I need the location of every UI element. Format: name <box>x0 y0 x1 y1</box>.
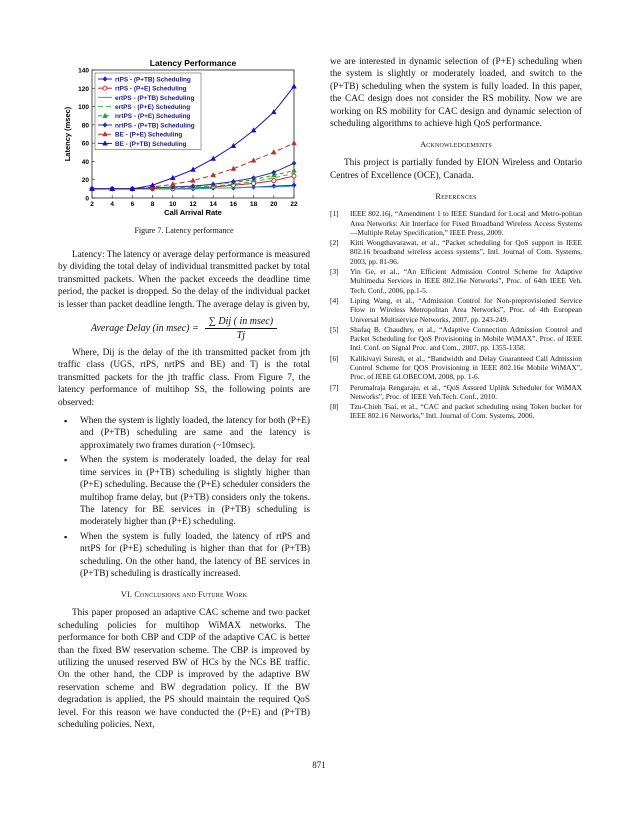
reference-number: [6] <box>330 353 339 363</box>
observation-item: ▪ When the system is moderately loaded, the delay for real time services in (P+TB) scheduling is slightly higher than (P+E) scheduling. Because the (P+E) scheduler considers the multihop frame delay, but (P+TB) considers only the tokens. The latency for BE services in (P+TB) scheduling is moderately higher than (P+E) scheduling. <box>58 454 310 528</box>
reference-text: Kalikivayi Suresh, et al., “Bandwidth and Delay Guaranteed Call Admission Control Scheme for QOS Provisioning in IEEE 802.16e Mobile WiMAX”, Proc. of IEEE GLOBECOM, 2008, pp. 1-6. <box>350 353 582 382</box>
formula-lhs: Average Delay (in msec) = <box>90 323 199 335</box>
reference-text: Yin Ge, et al., “An Efficient Admission Control Scheme for Adaptive Multimedia Services in IEEE 802.16e Networks”, Proc. of 64th IEEE Veh. Tech. Conf., 2006, pp.1-5. <box>350 267 582 295</box>
x-tick-label: 2 <box>90 201 94 208</box>
reference-item <box>330 267 582 295</box>
x-tick-label: 20 <box>270 201 278 208</box>
y-tick-label: 80 <box>81 122 89 130</box>
y-tick-label: 0 <box>85 195 89 203</box>
x-tick-label: 4 <box>110 201 115 208</box>
reference-text: Shafaq B. Chaudhry, et al., “Adaptive Connection Admission Control and Packet Scheduling for QoS Provisioning in Mobile WiMAX”, Proc. of IEEE Intl. Conf. on Signal Proc. and Com., 2007, pp. 1355-1358. <box>350 324 582 353</box>
reference-number: [4] <box>330 295 339 305</box>
page-number: 871 <box>312 760 326 770</box>
y-tick-label: 20 <box>81 177 89 185</box>
reference-text: Tzu-Chieh Tsai, et al., “CAC and packet scheduling using Token bucket for IEEE 802.16 Networks,” Intl. Journal of Com. Systems, 2006. <box>350 402 582 421</box>
x-tick-label: 16 <box>229 201 238 208</box>
reference-number: [5] <box>330 324 339 334</box>
x-tick-label: 8 <box>150 201 155 208</box>
legend-entry: nrtPS - (P+E) Scheduling <box>115 113 191 121</box>
data-point <box>272 179 276 183</box>
observations-list <box>58 415 310 580</box>
reference-number: [8] <box>330 402 339 412</box>
x-tick-label: 18 <box>249 201 258 208</box>
latency-chart <box>58 56 310 224</box>
figure-caption: Figure 7. Latency performance <box>134 226 234 235</box>
reference-item <box>330 238 582 266</box>
average-delay-formula <box>58 316 310 341</box>
reference-item <box>330 402 582 421</box>
reference-item <box>330 209 582 237</box>
legend-entry: nrtPS - (P+TB) Scheduling <box>115 122 195 130</box>
reference-text: Kitti Wongthavarawat, et al., “Packet scheduling for QoS support in IEEE 802.16 broadband wireless access systems”, Intl. Journal of Com. Systems, 2003, pp. 81-96. <box>350 238 582 266</box>
x-tick-label: 22 <box>290 201 298 208</box>
formula-fraction <box>205 316 277 341</box>
x-tick-label: 6 <box>130 201 135 208</box>
section-heading-conclusions: VI. Conclusions and Future Work <box>120 590 248 600</box>
y-tick-label: 140 <box>78 67 89 75</box>
legend-entry: ertPS - (P+E) Scheduling <box>115 104 191 111</box>
where-paragraph: Where, Dij is the delay of the ith transmitted packet from jth traffic class (UGS, rtPS, nrtPS and BE) and Tj is the total transmitted packets for the jth traffic class. From Figure 7, the latency performance of multihop SS, the following points are observed: <box>58 348 310 408</box>
references-heading: References <box>435 192 477 202</box>
legend-entry: BE - (P+E) Scheduling <box>115 131 183 139</box>
x-tick-label: 10 <box>169 201 177 208</box>
y-tick-label: 60 <box>81 140 89 148</box>
data-point <box>292 174 296 178</box>
legend-entry: BE - (P+TB) Scheduling <box>115 140 187 148</box>
reference-number: [1] <box>330 209 339 219</box>
reference-text: IEEE 802.16j, “Amendment 1 to IEEE Standard for Local and Metro-politan Area Networks: Air Interface for Fixed Broadband Wireless Access Systems —Multiple Relay Specification,” IEEE Press, 2009. <box>350 209 582 237</box>
y-tick-label: 40 <box>81 158 89 166</box>
observation-item: ▪ When the system is fully loaded, the latency of rtPS and nrtPS for (P+E) scheduling is higher than that for (P+TB) scheduling. On the other hand, the latency of BE services in (P+TB) scheduling is drastically increased. <box>58 531 310 581</box>
x-tick-label: 12 <box>189 201 197 208</box>
y-tick-label: 120 <box>78 85 89 93</box>
x-tick-label: 14 <box>209 201 217 208</box>
reference-number: [3] <box>330 267 339 277</box>
legend-marker <box>103 86 107 90</box>
future-work-paragraph: we are interested in dynamic selection of (P+E) scheduling when the system is slightly or moderately loaded, and switch to the (P+TB) scheduling when the system is fully loaded. In this paper, the CAC design does not consider the RS mobility. Now we are working on RS mobility for CAC design and dynamic selection of scheduling algorithms to achieve high QoS performance. <box>330 57 582 130</box>
observation-item: ▪ When the system is lightly loaded, the latency for both (P+E) and (P+TB) scheduling are same and the latency is approximately two frames duration (~10msec). <box>58 415 310 452</box>
legend-entry: ertPS - (P+TB) Scheduling <box>115 94 195 102</box>
latency-paragraph: Latency: The latency or average delay performance is measured by dividing the total delay of individual transmitted packet by total transmitted packets. When the packet exceeds the deadline time period, the packet is dropped. So the delay of the individual packet is lesser than packet deadline length. The average delay is given by, <box>58 250 310 310</box>
latency-chart-svg <box>58 56 310 224</box>
chart-title: Latency Performance <box>149 58 237 68</box>
legend-entry: rtPS - (P+TB) Scheduling <box>115 76 191 84</box>
conclusions-paragraph: This paper proposed an adaptive CAC scheme and two packet scheduling policies for multihop WiMAX networks. The performance for both CBP and CDP of the adaptive CAC is better than the fixed BW reservation scheme. The CBP is improved by utilizing the unused reserved BW of HCs by the NCs BE traffic. On the other hand, the CDP is improved by the adaptive BW reservation scheme and BW degradation policy. If the BW degradation is applied, the PS should maintain the required QoS level. For this reason we have conducted the (P+E) and (P+TB) scheduling policies. Next, <box>58 608 310 730</box>
y-tick-label: 100 <box>78 104 89 112</box>
legend-entry: rtPS - (P+E) Scheduling <box>115 85 187 93</box>
reference-text: Liping Wang, et al., “Admission Control for Non-preprovisioned Service Flow in Wireless Metropolitan Area Networks”, Proc. of 4th European Universal Multiservice Networks, 2007, pp. 243-249. <box>350 295 582 324</box>
reference-item <box>330 296 582 324</box>
acknowledgements-heading: Acknowledgements <box>420 140 492 150</box>
reference-item <box>330 383 582 402</box>
x-axis-label: Call Arrival Rate <box>164 208 222 217</box>
right-column <box>330 56 582 422</box>
reference-number: [7] <box>330 382 339 392</box>
reference-item <box>330 325 582 353</box>
y-axis-label: Latency (msec) <box>63 106 72 162</box>
acknowledgements-paragraph: This project is partially funded by EION Wireless and Ontario Centres of Excellence (OCE), Canada. <box>330 158 582 181</box>
reference-list <box>330 209 582 421</box>
left-column <box>58 56 310 731</box>
reference-number: [2] <box>330 238 339 248</box>
formula-numerator: ∑ Dij ( in msec) <box>205 316 277 329</box>
reference-text: Perumalraja Rengaraju, et al., “QoS Assured Uplink Scheduler for WiMAX Networks”, Proc. of IEEE Veh.Tech. Conf., 2010. <box>350 382 582 401</box>
formula-denominator: Tj <box>236 330 246 342</box>
reference-item <box>330 354 582 382</box>
